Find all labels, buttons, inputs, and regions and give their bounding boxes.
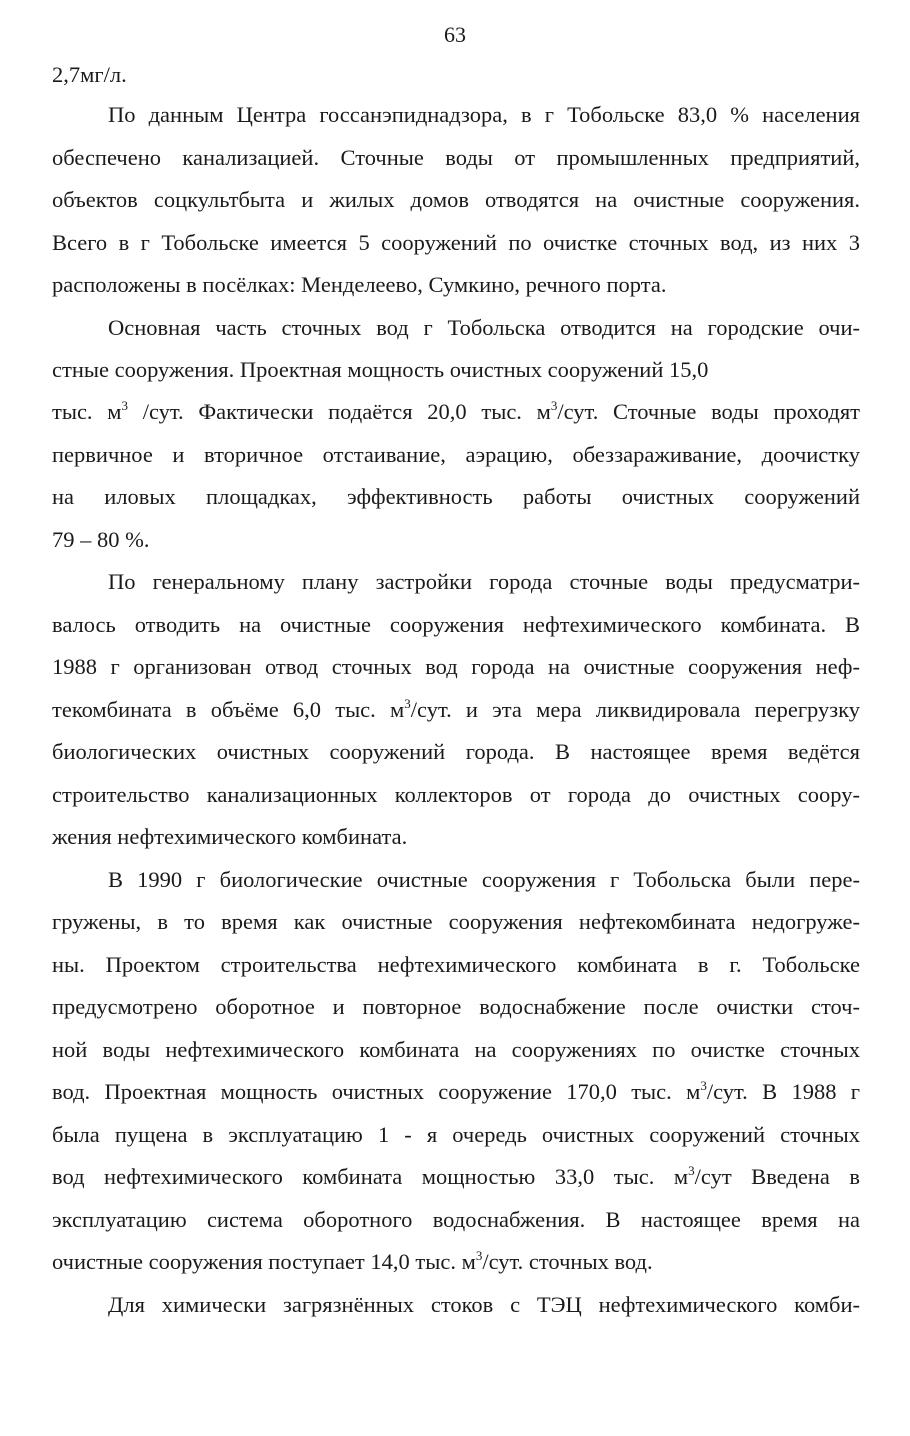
line-text: По генеральному плану застройки города сточные воды предусматри- [108,569,860,594]
line-text: предусмотрено оборотное и повторное водоснабжение после очистки сточ- [52,994,860,1019]
text-line [52,1120,860,1150]
line-text: тыс. м [52,399,122,424]
text-line [52,950,860,980]
text-line [108,865,860,895]
line-text: /сут. Сточные воды проходят [557,399,860,424]
text-line [52,60,860,90]
text-line [52,228,860,258]
line-text: вод нефтехимического комбината мощностью 33,0 тыс. м [52,1164,689,1189]
superscript: 3 [550,398,558,413]
text-line [52,737,860,767]
text-line [52,695,860,725]
text-line [108,313,860,343]
text-line [52,1077,860,1107]
superscript: 3 [121,398,128,413]
text-line [52,1162,860,1192]
superscript: 3 [475,1248,483,1263]
line-text: объектов соцкультбыта и жилых домов отводятся на очистные сооружения. [52,187,860,212]
text-line [52,440,860,470]
line-text: была пущена в эксплуатацию 1 - я очередь очистных сооружений сточных [52,1122,860,1147]
line-text: биологических очистных сооружений города. В настоящее время ведётся [52,739,860,764]
text-line [108,100,860,130]
line-text: расположены в посёлках: Менделеево, Сумкино, речного порта. [52,272,667,297]
line-text: на иловых площадках, эффективность работы очистных сооружений [52,484,860,509]
text-line [52,397,860,427]
superscript: 3 [688,1163,695,1178]
line-text: гружены, в то время как очистные сооружения нефтекомбината недогруже- [52,909,860,934]
line-text: Всего в г Тобольске имеется 5 сооружений по очистке сточных вод, из них 3 [52,230,860,255]
line-text: валось отводить на очистные сооружения нефтехимического комбината. В [52,612,860,637]
line-text: ной воды нефтехимического комбината на сооружениях по очистке сточных [52,1037,860,1062]
line-text: строительство канализационных коллекторов от города до очистных соору- [52,782,860,807]
line-text: эксплуатацию система оборотного водоснабжения. В настоящее время на [52,1207,860,1232]
line-text: 79 – 80 %. [52,527,150,552]
text-line [52,1205,860,1235]
text-line [52,270,860,300]
text-line [52,1247,860,1277]
superscript: 3 [700,1078,707,1093]
text-line [52,907,860,937]
text-line [52,610,860,640]
text-line [52,652,860,682]
text-line [52,185,860,215]
line-text: жения нефтехимического комбината. [52,824,408,849]
line-text: По данным Центра госсанэпиднадзора, в г Тобольске 83,0 % населения [108,102,860,127]
line-text: стные сооружения. Проектная мощность очистных сооружений 15,0 [52,357,709,382]
line-text: /сут. и эта мера ликвидировала перегрузку [410,697,860,722]
line-text: ны. Проектом строительства нефтехимического комбината в г. Тобольске [52,952,860,977]
line-text: /сут. Фактически подаётся 20,0 тыс. м [128,399,551,424]
line-text: вод. Проектная мощность очистных сооружение 170,0 тыс. м [52,1079,701,1104]
line-text: В 1990 г биологические очистные сооружения г Тобольска были пере- [108,867,860,892]
text-line [52,482,860,512]
line-text: 2,7мг/л. [52,62,127,87]
text-line [52,1035,860,1065]
text-line [108,567,860,597]
text-line [52,143,860,173]
line-text: обеспечено канализацией. Сточные воды от промышленных предприятий, [52,145,860,170]
line-text: /сут. сточных вод. [482,1249,653,1274]
line-text: Основная часть сточных вод г Тобольска отводится на городские очи- [108,315,860,340]
line-text: текомбината в объёме 6,0 тыс. м [52,697,405,722]
text-line [52,822,860,852]
line-text: /сут Введена в [694,1164,860,1189]
line-text: очистные сооружения поступает 14,0 тыс. м [52,1249,476,1274]
line-text: первичное и вторичное отстаивание, аэрацию, обеззараживание, доочистку [52,442,860,467]
line-text: Для химически загрязнённых стоков с ТЭЦ нефтехимического комби- [108,1292,860,1317]
line-text: /сут. В 1988 г [706,1079,860,1104]
text-line [52,992,860,1022]
text-line [108,1290,860,1320]
text-line [52,355,860,385]
text-line [52,525,860,555]
superscript: 3 [404,696,411,711]
line-text: 1988 г организован отвод сточных вод города на очистные сооружения неф- [52,654,860,679]
text-line [52,780,860,810]
page-number: 63 [444,22,466,47]
